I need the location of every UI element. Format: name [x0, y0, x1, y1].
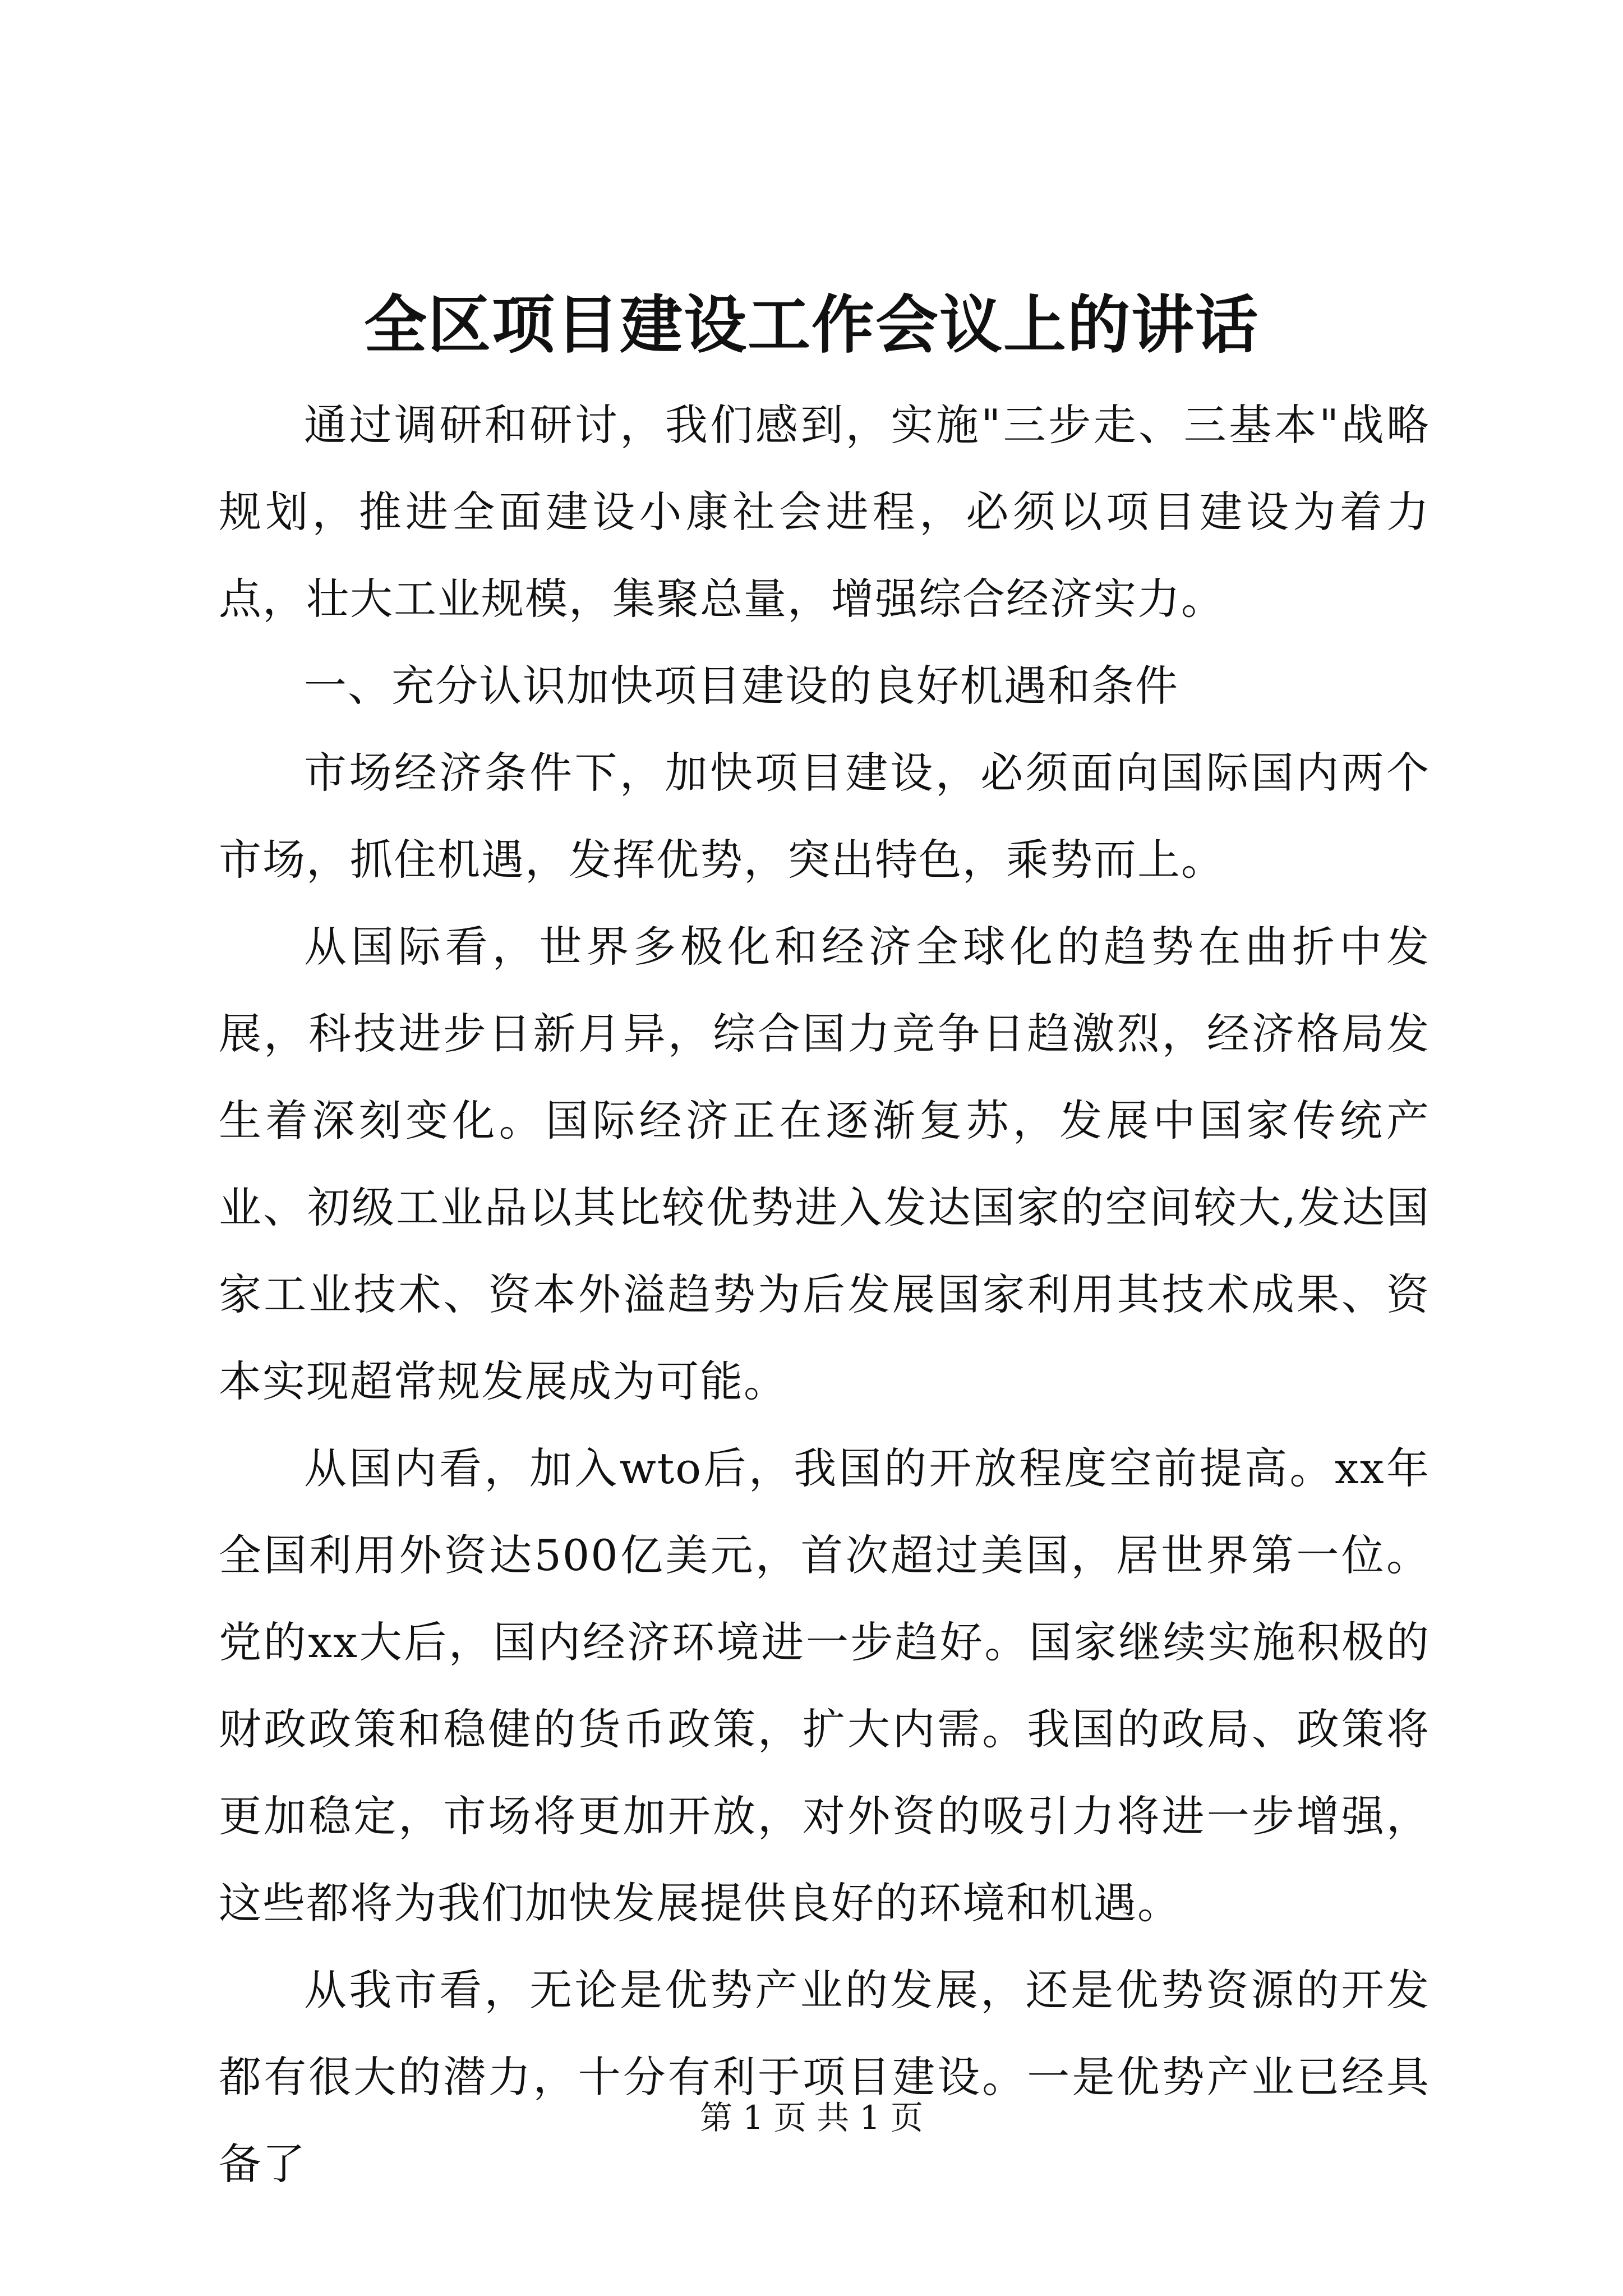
document-body — [219, 381, 1430, 2207]
paragraph: 通过调研和研讨，我们感到，实施"三步走、三基本"战略规划，推进全面建设小康社会进程，必须以项目建设为着力点，壮大工业规模，集聚总量，增强综合经济实力。 — [219, 400, 1430, 624]
paragraph: 从我市看，无论是优势产业的发展，还是优势资源的开发都有很大的潜力，十分有利于项目建设。一是优势产业已经具备了 — [219, 1965, 1430, 2189]
paragraph: 从国内看，加入wto后，我国的开放程度空前提高。xx年全国利用外资达500亿美元，首次超过美国，居世界第一位。党的xx大后，国内经济环境进一步趋好。国家继续实施积极的财政政策和稳健的货币政策，扩大内需。我国的政局、政策将更加稳定，市场将更加开放，对外资的吸引力将进一步增强，这些都将为我们加快发展提供良好的环境和机遇。 — [219, 1443, 1430, 1928]
paragraph: 从国际看，世界多极化和经济全球化的趋势在曲折中发展，科技进步日新月异，综合国力竞争日趋激烈，经济格局发生着深刻变化。国际经济正在逐渐复苏，发展中国家传统产业、初级工业品以其比较优势进入发达国家的空间较大,发达国家工业技术、资本外溢趋势为后发展国家利用其技术成果、资本实现超常规发展成为可能。 — [219, 922, 1430, 1406]
page-footer: 第 1 页 共 1 页 — [700, 2099, 923, 2137]
paragraph: 市场经济条件下，加快项目建设，必须面向国际国内两个市场，抓住机遇，发挥优势，突出特色，乘势而上。 — [219, 748, 1430, 885]
document-title: 全区项目建设工作会议上的讲话 — [364, 288, 1259, 362]
section-heading: 一、充分认识加快项目建设的良好机遇和条件 — [304, 661, 1179, 711]
